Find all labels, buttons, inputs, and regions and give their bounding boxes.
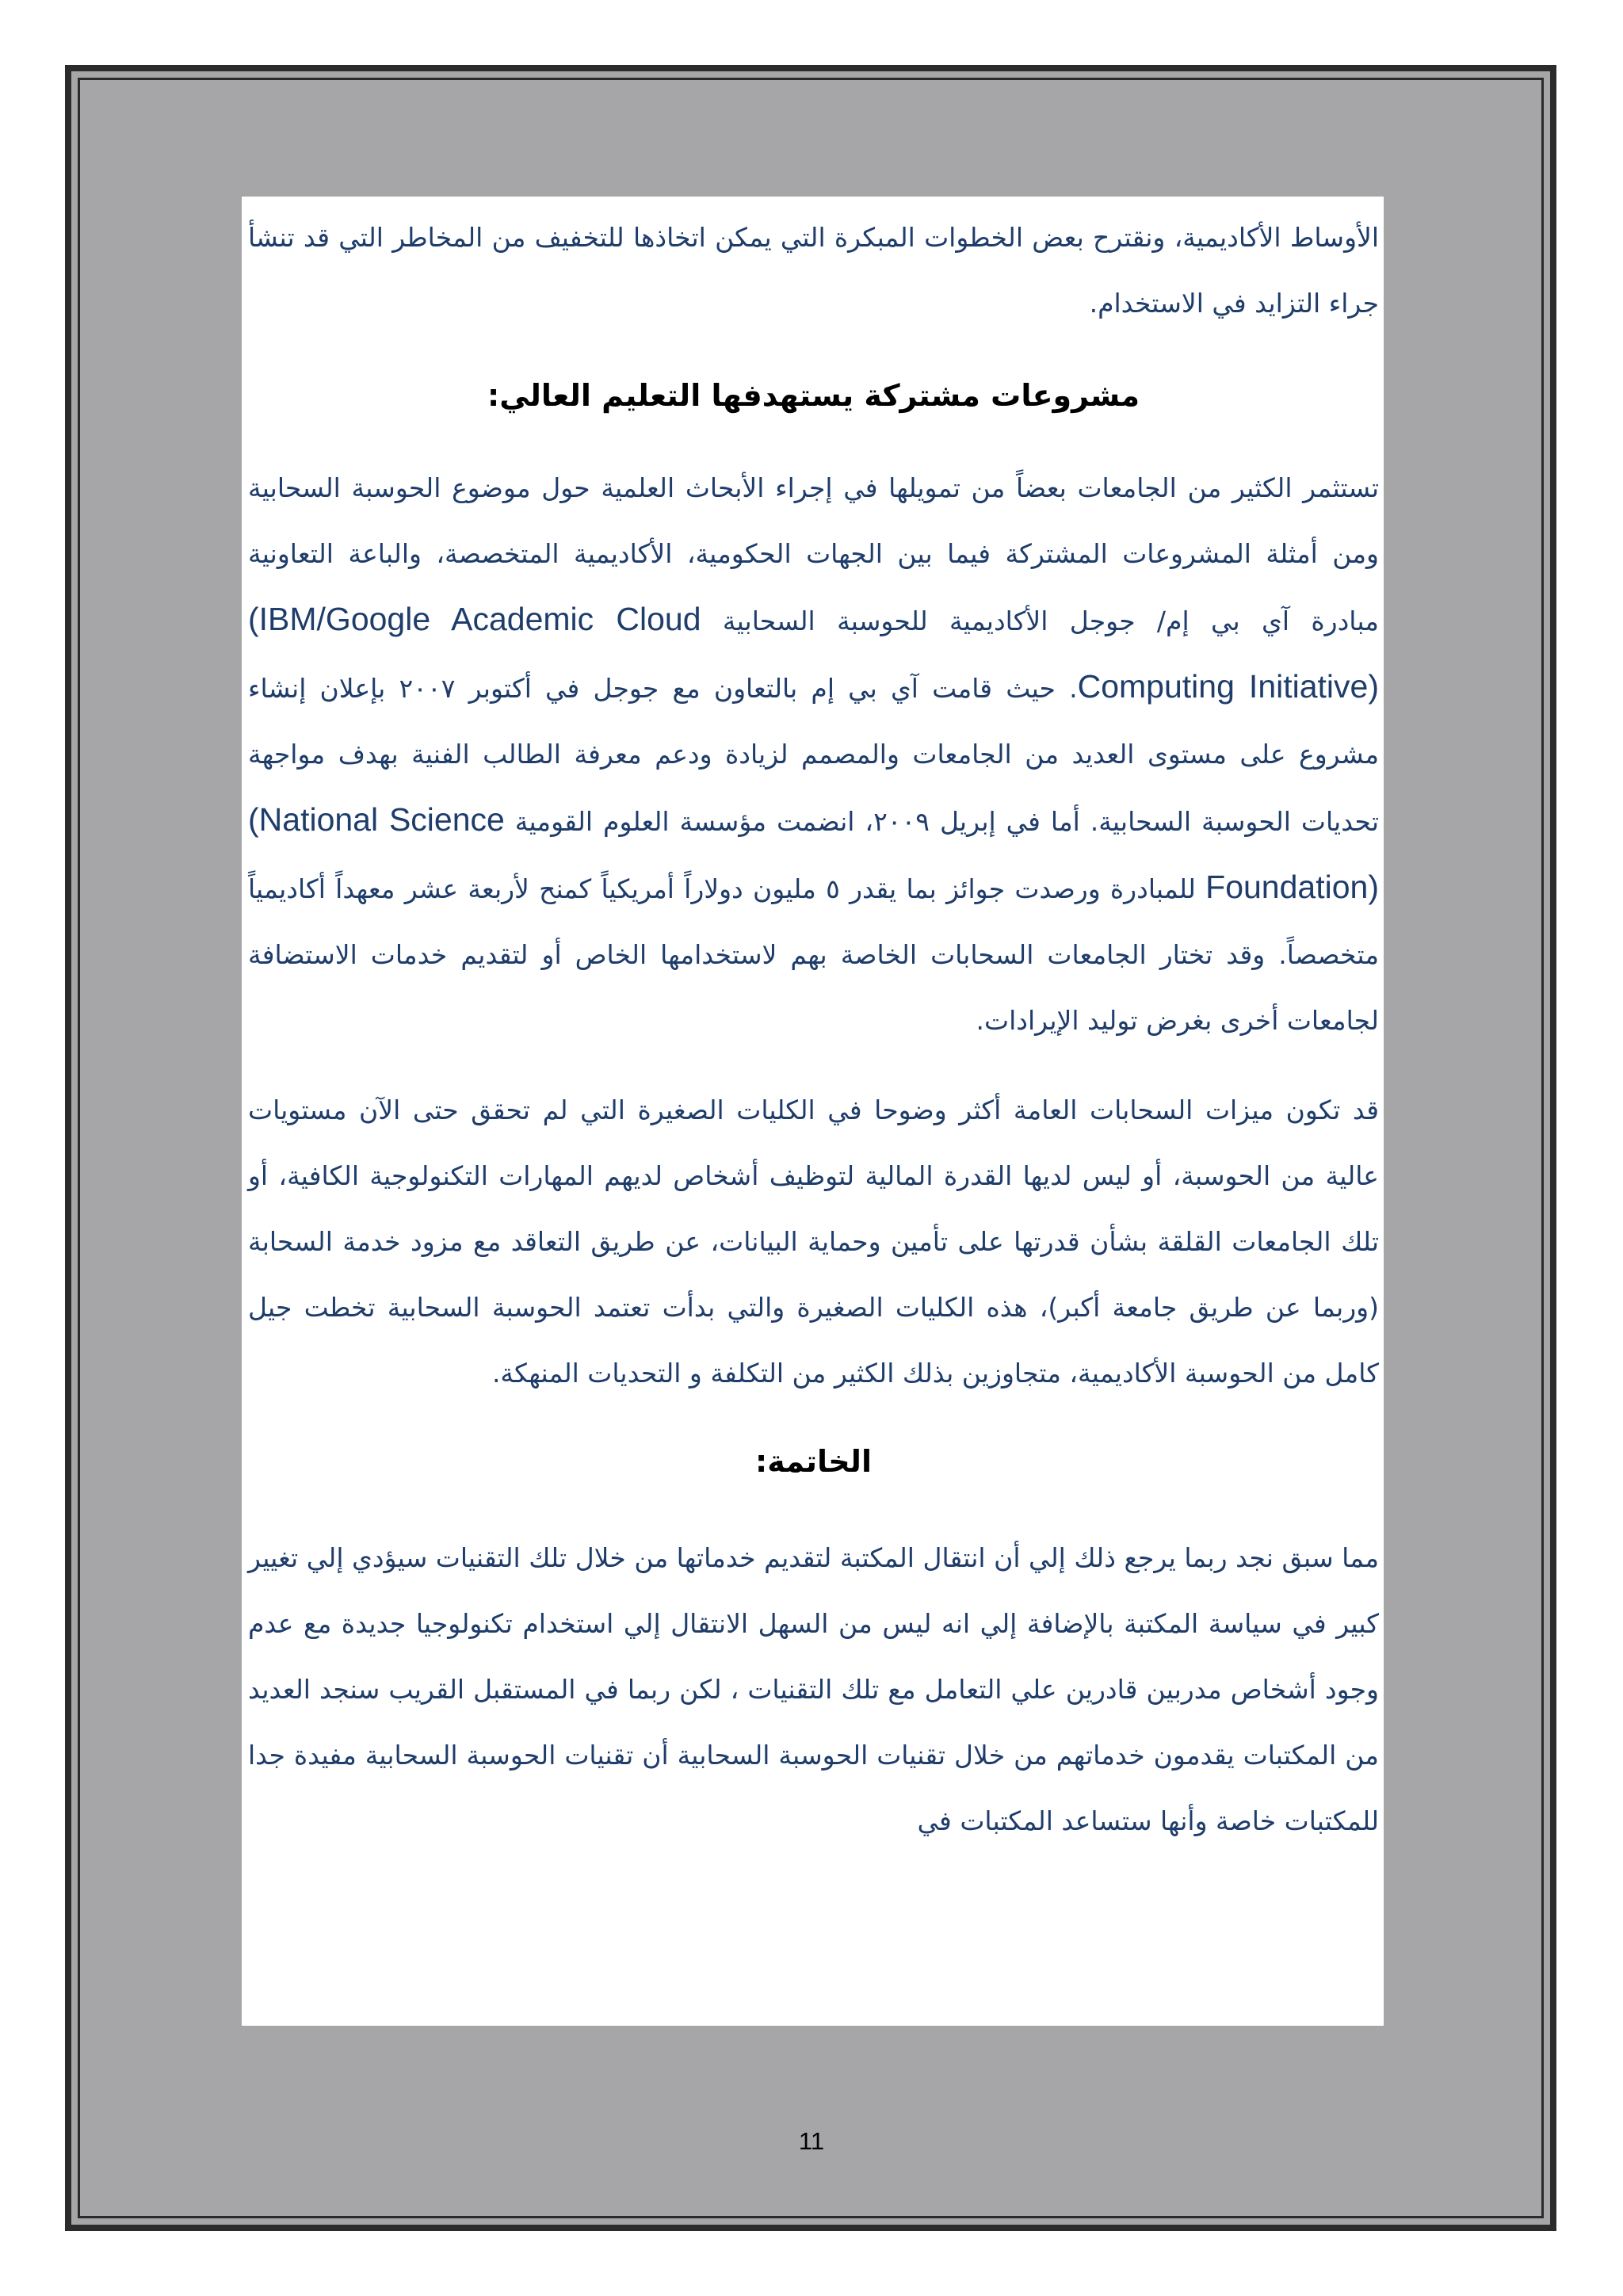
paragraph-conclusion: مما سبق نجد ربما يرجع ذلك إلي أن انتقال المكتبة لتقديم خدماتها من خلال تلك التقنيات سيؤدي إلي تغيير كبير في سياسة المكتبة بالإضافة إلي انه ليس من السهل الانتقال إلي استخدام تكنولوجيا جديدة مع عدم وجود أشخاص مدربين قادرين علي التعامل مع تلك التقنيات ، لكن ربما في المستقبل القريب سنجد العديد من المكتبات يقدمون خدماتهم من خلال تقنيات الحوسبة السحابية أن تقنيات الحوسبة السحابية مفيدة جدا للمكتبات خاصة وأنها ستساعد المكتبات في	[248, 1542, 1379, 1836]
document-text-panel	[242, 197, 1384, 2026]
page-number: 11	[798, 2127, 825, 2155]
nsf-name: (National Science Foundation)	[248, 801, 1379, 905]
heading-joint-projects: مشروعات مشتركة يستهدفها التعليم العالي:	[487, 378, 1140, 413]
paragraph-joint-projects-part-c: للمبادرة ورصدت جوائز بما يقدر ٥ مليون دولاراً أمريكياً كمنح لأربعة عشر معهداً أكاديمياً متخصصاً. وقد تختار الجامعات السحابات الخاصة بهم لاستخدامها الخاص أو لتقديم خدمات الاستضافة لجامعات أخرى بغرض توليد الإيرادات.	[248, 873, 1379, 1036]
paragraph-intro: الأوساط الأكاديمية، ونقترح بعض الخطوات المبكرة التي يمكن اتخاذها للتخفيف من المخاطر التي قد تنشأ جراء التزايد في الاستخدام.	[248, 222, 1379, 319]
paragraph-joint-projects	[248, 455, 1379, 1053]
heading-conclusion: الخاتمة:	[755, 1444, 872, 1479]
paragraph-gap	[248, 1053, 1379, 1077]
ibm-google-initiative-name: (IBM/Google Academic Cloud Computing Initiative)	[248, 601, 1379, 705]
paragraph-joint-projects-part-a: تستثمر الكثير من الجامعات بعضاً من تمويلها في إجراء الأبحاث العلمية حول موضوع الحوسبة السحابية ومن أمثلة المشروعات المشتركة فيما بين الجهات الحكومية، الأكاديمية المتخصصة، والباعة التعاونية مبادرة آي بي إم/ جوجل الأكاديمية للحوسبة السحابية	[248, 472, 1379, 636]
paragraph-joint-projects-part-b: . حيث قامت آي بي إم بالتعاون مع جوجل في أكتوبر ٢٠٠٧ بإعلان إنشاء مشروع على مستوى العديد من الجامعات والمصمم لزيادة ودعم معرفة الطالب الفنية بهدف مواجهة تحديات الحوسبة السحابية. أما في إبريل ٢٠٠٩، انضمت مؤسسة العلوم القومية	[248, 673, 1379, 837]
paragraph-small-colleges: قد تكون ميزات السحابات العامة أكثر وضوحا في الكليات الصغيرة التي لم تحقق حتى الآن مستويات عالية من الحوسبة، أو ليس لديها القدرة المالية لتوظيف أشخاص لديهم المهارات التكنولوجية الكافية، أو تلك الجامعات القلقة بشأن قدرتها على تأمين وحماية البيانات، عن طريق التعاقد مع مزود خدمة السحابة (وربما عن طريق جامعة أكبر)، هذه الكليات الصغيرة والتي بدأت تعتمد الحوسبة السحابية تخطت جيل كامل من الحوسبة الأكاديمية، متجاوزين بذلك الكثير من التكلفة و التحديات المنهكة.	[248, 1095, 1379, 1389]
